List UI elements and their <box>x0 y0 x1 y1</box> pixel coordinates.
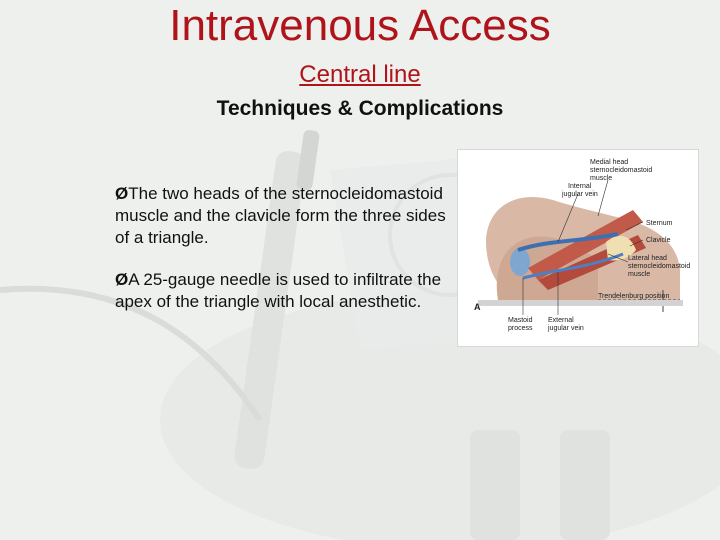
anatomy-figure <box>457 149 699 347</box>
bullet-arrow-icon: Ø <box>115 184 129 203</box>
slide-title: Intravenous Access <box>169 1 551 50</box>
neck-anatomy-illustration <box>458 150 698 346</box>
bullet-text: A 25-gauge needle is used to infiltrate the apex of the triangle with local anesthetic. <box>115 270 442 311</box>
label-clavicle: Clavicle <box>646 237 671 244</box>
bullet-arrow-icon: Ø <box>115 270 129 289</box>
label-muscle-2: muscle <box>628 271 651 278</box>
label-panel-a: A <box>474 302 481 312</box>
bullet-item <box>115 183 455 249</box>
slide-subheading: Techniques & Complications <box>216 97 504 120</box>
label-internal: Internal <box>568 183 592 190</box>
label-external: External <box>548 317 574 324</box>
label-process: process <box>508 325 533 332</box>
label-sternum: Sternum <box>646 220 673 227</box>
label-mastoid: Mastoid <box>508 317 533 324</box>
label-scm-muscle-1: sternocleidomastoid <box>590 167 653 174</box>
bullet-text: The two heads of the sternocleidomastoid muscle and the clavicle form the three sides of a triangle. <box>115 184 446 247</box>
label-jugular-vein: jugular vein <box>562 191 598 198</box>
bullet-list <box>115 183 455 333</box>
slide-subtitle: Central line <box>299 61 421 88</box>
label-trendelenburg: Trendelenburg position <box>598 293 670 300</box>
label-lateral-head: Lateral head <box>628 255 667 262</box>
label-jugular-vein-2: jugular vein <box>548 325 584 332</box>
label-medial-head: Medial head <box>590 159 629 166</box>
bullet-item <box>115 269 455 313</box>
label-muscle-1: muscle <box>590 175 613 182</box>
label-scm-muscle-2: sternocleidomastoid <box>628 263 691 270</box>
